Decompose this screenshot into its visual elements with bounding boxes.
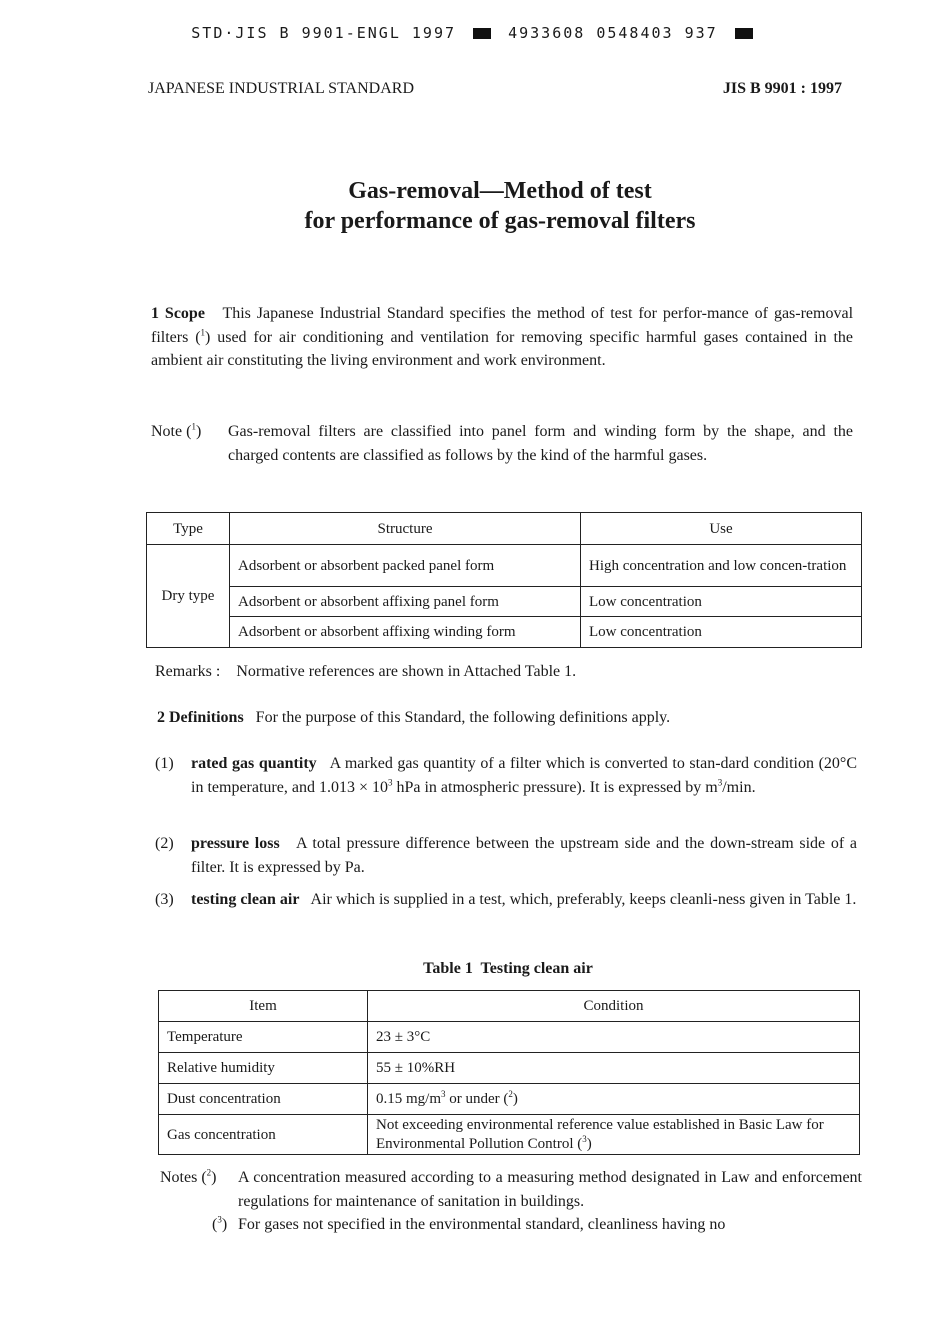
- table-header-row: [147, 513, 862, 545]
- table-row: [159, 1022, 860, 1053]
- header-item: Item: [159, 991, 368, 1022]
- use-cell: High concentration and low concen-tration: [581, 545, 862, 587]
- definition-number: (3): [155, 891, 174, 908]
- stamp-left: STD·JIS B 9901-ENGL 1997: [191, 24, 457, 42]
- structure-cell: Adsorbent or absorbent affixing winding form: [230, 617, 581, 648]
- header-type: Type: [147, 513, 230, 545]
- definition-term: testing clean air: [191, 891, 300, 908]
- structure-cell: Adsorbent or absorbent affixing panel form: [230, 587, 581, 617]
- note-1-text: Gas-removal filters are classified into panel form and winding form by the shape, and the charged contents are classified as follows by the kind of the harmful gases.: [228, 423, 853, 464]
- notes-section: [160, 1166, 862, 1237]
- stamp-middle: 4933608 0548403 937: [508, 24, 718, 42]
- type-dry: Dry type: [147, 545, 230, 648]
- table-1-caption: Table 1 Testing clean air: [423, 960, 593, 977]
- definition-text: Air which is supplied in a test, which, preferably, keeps cleanli-ness given in Table 1.: [310, 891, 857, 908]
- header-structure: Structure: [230, 513, 581, 545]
- use-cell: Low concentration: [581, 587, 862, 617]
- header-use: Use: [581, 513, 862, 545]
- note-1: [151, 420, 853, 467]
- item-cell: Dust concentration: [159, 1084, 368, 1115]
- stamp-block-mark: [735, 28, 753, 39]
- document-stamp: [0, 24, 950, 42]
- note-1-label: Note ($^1$): [151, 421, 202, 440]
- definition-number: (1): [155, 755, 174, 772]
- table-row: [159, 1053, 860, 1084]
- remarks-text: Normative references are shown in Attached Table 1.: [236, 663, 577, 680]
- definition-text: A total pressure difference between the upstream side and the down-stream side of a filter. It is expressed by Pa.: [191, 835, 858, 876]
- table-row: [147, 587, 862, 617]
- testing-clean-air-table: [158, 990, 860, 1155]
- title-line-1: Gas-removal—Method of test: [348, 178, 652, 204]
- note-2-text: A concentration measured according to a measuring method designated in Law and enforcement regulations for maintenance of sanitation in buildings.: [238, 1169, 862, 1210]
- remarks: [155, 660, 576, 684]
- title-line-2: for performance of gas-removal filters: [304, 208, 696, 234]
- definition-term: rated gas quantity: [191, 755, 317, 772]
- remarks-label: Remarks :: [155, 663, 221, 680]
- definition-term: pressure loss: [191, 835, 280, 852]
- header-standard-number: JIS B 9901 : 1997: [722, 80, 842, 97]
- definitions-section: [157, 706, 670, 730]
- item-cell: Temperature: [159, 1022, 368, 1053]
- stamp-block-mark: [473, 28, 491, 39]
- scope-heading: 1 Scope: [151, 305, 205, 322]
- definition-item-2: [155, 832, 857, 879]
- item-cell: Relative humidity: [159, 1053, 368, 1084]
- condition-cell: 55 ± 10%RH: [368, 1053, 860, 1084]
- definition-item-3: [155, 888, 857, 912]
- condition-cell: 0.15 $mg/m^3$ or under ($^2$): [368, 1084, 860, 1115]
- item-cell: Gas concentration: [159, 1115, 368, 1155]
- definition-text: A marked gas quantity of a filter which is converted to stan-dard condition (20°C in temperature, and $1.013 \times 10^3$ hPa in atmospheric pressure). It is expressed by $m^3/\min$.: [191, 755, 857, 796]
- condition-cell: Not exceeding environmental reference value established in Basic Law for Environmental Pollution Control ($^3$): [368, 1115, 860, 1155]
- table-row: [159, 1084, 860, 1115]
- header-standard-name: JAPANESE INDUSTRIAL STANDARD: [148, 80, 414, 97]
- table-header-row: [159, 991, 860, 1022]
- condition-cell: 23 ± 3°C: [368, 1022, 860, 1053]
- header-condition: Condition: [368, 991, 860, 1022]
- use-cell: Low concentration: [581, 617, 862, 648]
- table-row: [147, 617, 862, 648]
- note-3-text: For gases not specified in the environmental standard, cleanliness having no: [238, 1216, 726, 1233]
- scope-section: [151, 302, 853, 373]
- definitions-intro: For the purpose of this Standard, the following definitions apply.: [255, 709, 671, 726]
- definition-number: (2): [155, 835, 174, 852]
- definitions-heading: 2 Definitions: [157, 709, 244, 726]
- notes-label: Notes ($^2$): [160, 1167, 217, 1186]
- table-row: [159, 1115, 860, 1155]
- document-title: [0, 176, 950, 236]
- note-3: [160, 1213, 862, 1237]
- note-3-label: ($^3$): [212, 1214, 228, 1233]
- scope-text: This Japanese Industrial Standard specifies the method of test for perfor-mance of gas-removal filters ($^1$) used for air conditioning and ventilation for removing specific harmful gases contained in the ambient air constituting the living environment and work environment.: [151, 305, 854, 369]
- table-row: [147, 545, 862, 587]
- structure-cell: Adsorbent or absorbent packed panel form: [230, 545, 581, 587]
- filter-type-table: [146, 512, 862, 648]
- definition-item-1: [155, 752, 857, 799]
